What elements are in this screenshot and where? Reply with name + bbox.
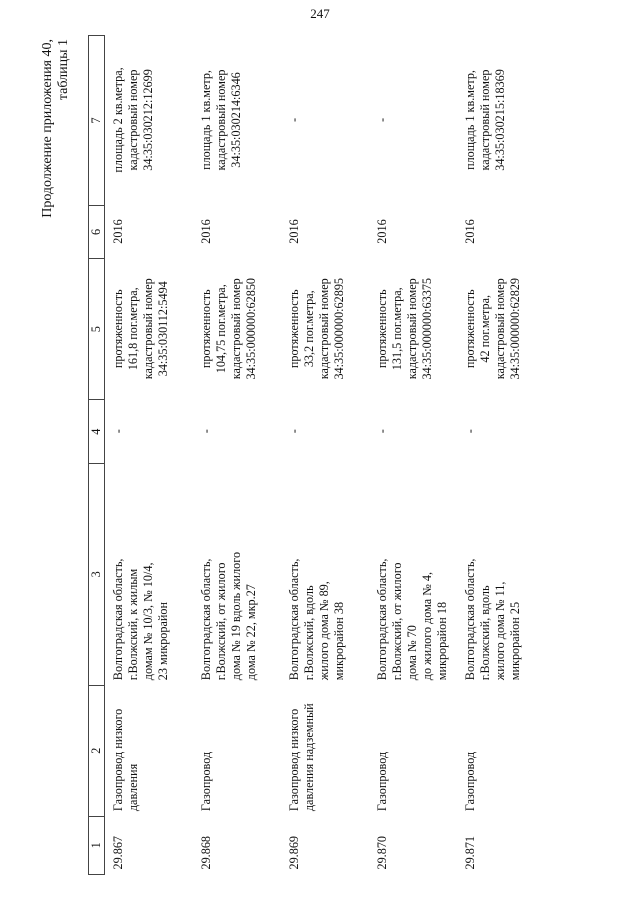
table-row xyxy=(193,36,281,875)
object-name: Газопровод xyxy=(199,751,213,812)
column-4-value: - xyxy=(111,429,125,434)
column-header-1: 1 xyxy=(89,816,105,874)
object-extent: протяженность 42 пог.метра, кадастровый номер 34:35:000000:62829 xyxy=(463,277,522,380)
caption-line-1: Продолжение приложения 40, xyxy=(40,39,55,218)
object-year: 2016 xyxy=(111,219,125,244)
row-number: 29.869 xyxy=(287,835,301,870)
row-number: 29.867 xyxy=(111,835,125,870)
column-4-value: - xyxy=(199,429,213,434)
land-plot-info: площадь 1 кв.метр, кадастровый номер 34:35:030215:18369 xyxy=(463,69,507,171)
row-number: 29.871 xyxy=(463,835,477,870)
row-number: 29.870 xyxy=(375,835,389,870)
table-caption xyxy=(40,39,72,218)
caption-line-2: таблицы 1 xyxy=(56,39,71,101)
column-header-4: 4 xyxy=(89,400,105,464)
column-header-7: 7 xyxy=(89,36,105,206)
land-plot-info: - xyxy=(375,117,389,122)
column-number-row xyxy=(89,36,105,875)
object-address: Волгоградская область, г.Волжский, к жилым домам № 10/3, № 10/4, 23 микрорайон xyxy=(111,558,170,681)
object-year: 2016 xyxy=(199,219,213,244)
object-extent: протяженность 131,5 пог.метра, кадастровый номер 34:35:000000:63375 xyxy=(375,277,434,380)
registry-table xyxy=(88,35,545,875)
object-name: Газопровод xyxy=(375,751,389,812)
column-header-6: 6 xyxy=(89,205,105,258)
object-address: Волгоградская область, г.Волжский, от жилого дома № 70 до жилого дома № 4, микрорайон 18 xyxy=(375,558,449,681)
object-year: 2016 xyxy=(287,219,301,244)
rotated-content xyxy=(40,35,595,875)
table-row xyxy=(369,36,457,875)
object-address: Волгоградская область, г.Волжский, от жилого дома № 19 вдоль жилого дома № 22, мкр.27 xyxy=(199,551,258,681)
object-extent: протяженность 161,8 пог.метра, кадастровый номер 34:35:030112:5494 xyxy=(111,278,170,380)
row-number: 29.868 xyxy=(199,835,213,870)
object-extent: протяженность 104,75 пог.метра, кадастровый номер 34:35:000000:62850 xyxy=(199,277,258,380)
object-address: Волгоградская область, г.Волжский, вдоль жилого дома № 11, микрорайон 25 xyxy=(463,558,522,681)
object-year: 2016 xyxy=(463,219,477,244)
page-number: 247 xyxy=(310,6,330,21)
land-plot-info: площадь 1 кв.метр, кадастровый номер 34:35:030214:6346 xyxy=(199,69,243,171)
object-name: Газопровод низкого давления xyxy=(111,708,140,812)
object-name: Газопровод xyxy=(463,751,477,812)
object-extent: протяженность 33,2 пог.метра, кадастровый номер 34:35:000000:62895 xyxy=(287,277,346,380)
column-4-value: - xyxy=(463,429,477,434)
column-header-5: 5 xyxy=(89,259,105,400)
land-plot-info: площадь 2 кв.метра, кадастровый номер 34:35:030212:12699 xyxy=(111,67,155,173)
table-row xyxy=(457,36,545,875)
land-plot-info: - xyxy=(287,117,301,122)
column-header-3: 3 xyxy=(89,463,105,685)
object-year: 2016 xyxy=(375,219,389,244)
object-name: Газопровод низкого давления надземный xyxy=(287,703,316,812)
column-4-value: - xyxy=(287,429,301,434)
table-row xyxy=(105,36,194,875)
object-address: Волгоградская область, г.Волжский, вдоль жилого дома № 89, микрорайон 38 xyxy=(287,558,346,681)
column-4-value: - xyxy=(375,429,389,434)
table-row xyxy=(281,36,369,875)
column-header-2: 2 xyxy=(89,685,105,816)
